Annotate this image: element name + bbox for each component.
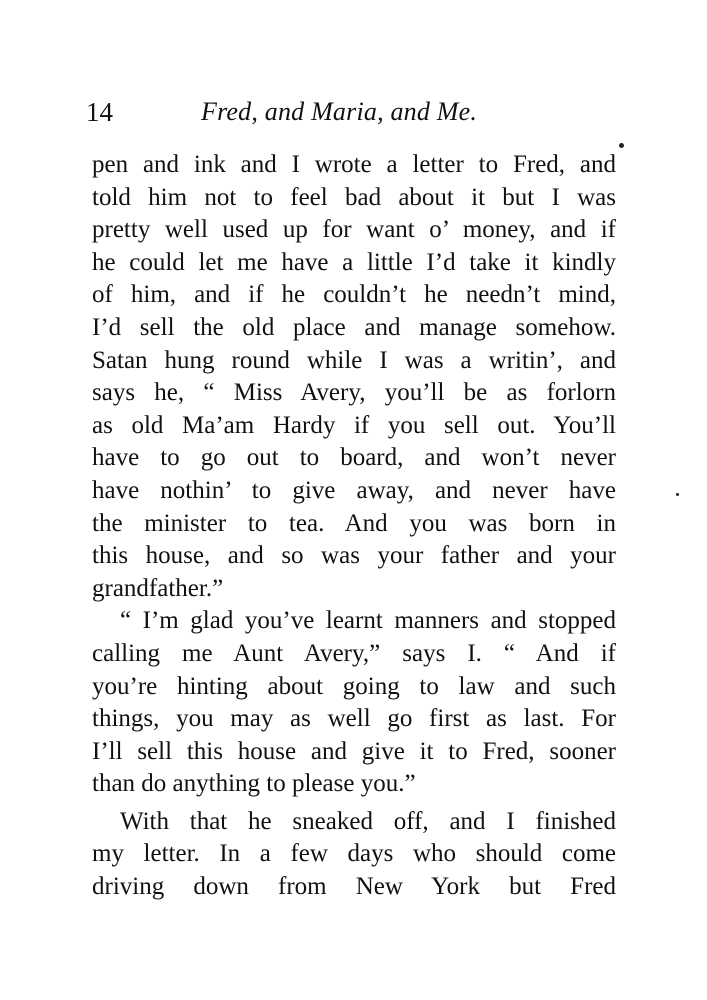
text-line: as old Ma’am Hardy if you sell out. You’ll — [92, 411, 616, 439]
scan-speck — [619, 143, 624, 148]
text-line: you’re hinting about going to law and such — [92, 672, 616, 700]
text-line: told him not to feel bad about it but I was — [92, 183, 616, 211]
page-number: 14 — [86, 97, 113, 127]
text-line: “ I’m glad you’ve learnt manners and stopped — [120, 607, 616, 635]
text-line: than do anything to please you.” — [92, 770, 416, 798]
running-title: Fred, and Maria, and Me. — [201, 97, 478, 126]
text-line: pen and ink and I wrote a letter to Fred, and — [92, 151, 616, 178]
paragraph — [92, 605, 616, 801]
text-line: driving down from New York but Fred — [92, 873, 616, 901]
text-line: grandfather.” — [92, 574, 224, 602]
text-line: the minister to tea. And you was born in — [92, 509, 616, 537]
text-line: I’ll sell this house and give it to Fred, sooner — [92, 737, 616, 765]
text-line: says he, “ Miss Avery, you’ll be as forlorn — [92, 379, 616, 407]
text-line: pretty well used up for want o’ money, and if — [92, 216, 616, 244]
page-header — [86, 94, 616, 130]
paragraph — [92, 806, 616, 904]
text-line: I’d sell the old place and manage somehow. — [92, 313, 616, 341]
text-line: With that he sneaked off, and I finished — [120, 807, 616, 835]
scan-speck — [676, 493, 679, 496]
text-line: calling me Aunt Avery,” says I. “ And if — [92, 639, 616, 667]
paragraph — [92, 149, 616, 605]
text-line: my letter. In a few days who should come — [92, 840, 616, 868]
text-line: things, you may as well go first as last. For — [92, 705, 616, 733]
text-line: have nothin’ to give away, and never have — [92, 476, 616, 504]
text-line: have to go out to board, and won’t never — [92, 444, 616, 472]
body-text — [92, 149, 616, 904]
text-line: Satan hung round while I was a writin’, and — [92, 346, 616, 374]
text-line: this house, and so was your father and your — [92, 542, 616, 570]
text-line: of him, and if he couldn’t he needn’t mind, — [92, 281, 616, 309]
text-line: he could let me have a little I’d take it kindly — [92, 248, 616, 276]
